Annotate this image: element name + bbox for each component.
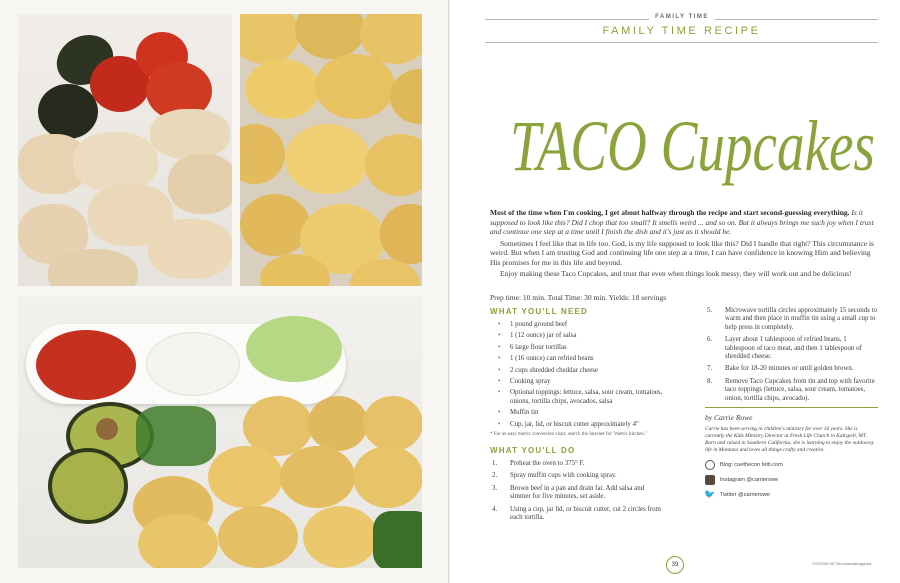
step-text: Spray muffin cups with cooking spray.	[510, 472, 617, 480]
social-instagram-label: Instagram @carrierowe	[720, 477, 779, 484]
twitter-icon: 🐦	[704, 490, 716, 501]
ingredient-item: • 2 cups shredded cheddar cheese	[496, 367, 666, 375]
metric-note: * For an easy metric conversion chart, search the Internet for "metric kitchen."	[490, 432, 648, 438]
steps-heading: WHAT YOU'LL DO	[490, 446, 576, 456]
step-item	[490, 460, 666, 468]
step-number: 3.	[492, 484, 498, 492]
recipe-meta: Prep time: 10 min. Total Time: 30 min. Yields: 18 servings	[490, 293, 667, 302]
steps-list-first	[490, 460, 666, 522]
step-item	[705, 336, 878, 361]
ingredient-item: • Muffin tin	[496, 409, 666, 417]
author-rule	[705, 407, 878, 408]
step-number: 4.	[492, 505, 498, 513]
social-instagram[interactable]	[705, 475, 878, 485]
instagram-icon	[705, 475, 715, 485]
step-text: Bake for 18-20 minutes or until golden brown.	[725, 365, 854, 373]
recipe-title	[500, 82, 880, 192]
photo-tortillas-avocados	[18, 14, 232, 286]
step-item	[490, 472, 666, 480]
photo-cheese-cups	[240, 14, 422, 286]
photo-credit: ©CROWN NS Thecrosswalkmagazine	[812, 562, 872, 566]
page-number: 39	[666, 556, 684, 574]
step-number: 5.	[707, 307, 713, 314]
step-text: Microwave tortilla circles approximately 15 seconds to warm and then place in muffin tin using a small cup to help press in completely.	[725, 307, 877, 331]
social-twitter-label: Twitter @carrierowe	[720, 492, 770, 499]
ingredient-item: • Optional toppings: lettuce, salsa, sour cream, tomatoes, onions, tortilla chips, avocados, salsa	[496, 389, 666, 406]
intro-lead: Most of the time when I'm cooking, I get about halfway through the recipe and start second-guessing everything.	[490, 208, 850, 217]
header-rule-bottom	[485, 42, 878, 43]
step-text: Remove Taco Cupcakes from tin and top with favorite taco toppings (lettuce, salsa, sour cream, tomatoes, onion, tortilla chips, avocado).	[725, 377, 875, 402]
intro-text	[490, 208, 878, 281]
column-right	[705, 307, 878, 505]
step-item	[705, 307, 878, 332]
social-blog[interactable]	[705, 460, 878, 470]
globe-icon	[705, 460, 715, 470]
step-text: Layer about 1 tablespoon of refried beans, 1 tablespoon of taco meat, and then 1 tablespoon of shredded cheese.	[725, 336, 862, 361]
step-number: 8.	[707, 377, 713, 385]
ingredient-item: • Cooking spray	[496, 378, 666, 386]
step-text: Brown beef in a pan and drain fat. Add salsa and simmer for five minutes, set aside.	[510, 484, 645, 501]
ingredient-item: • 1 (16 ounce) can refried beans	[496, 355, 666, 363]
step-number: 2.	[492, 472, 498, 480]
steps-list-second	[705, 307, 878, 403]
section-title: FAMILY TIME RECIPE	[602, 25, 761, 37]
recipe-title-text: TACO Cupcakes	[510, 106, 875, 186]
step-number: 1.	[492, 460, 498, 468]
ingredient-item: • 1 pound ground beef	[496, 321, 666, 329]
header-small-label: FAMILY TIME	[0, 14, 900, 20]
ingredients-heading: WHAT YOU'LL NEED	[490, 307, 588, 316]
step-item	[490, 506, 666, 523]
intro-p1-rest: Is it supposed to look like this? Did I chop that too small? It smells weird ... and so on. But it always brings me such joy when I trust and continue one step at a time until I finish the dish and it's just as it should be.	[490, 208, 874, 236]
social-blog-label: Blog: cuethecon fetti.com	[720, 462, 783, 469]
intro-p2: Sometimes I feel like that in life too. God, is my life supposed to look like this? Did I handle that right? This circumstance is weird. But when I am trusting God and continuing life one step at a time, I can have confidence in knowing Him and believing His promises for me in this life and beyond.	[490, 238, 874, 267]
column-left	[490, 307, 666, 527]
step-item	[705, 365, 878, 373]
author-bio: Carrie has been serving in children's ministry for over 16 years. She is currently the Kids Ministry Director at Fresh Life Church in Kalispell, MT. Born and raised in Southern California, she is learning to enjoy the outdoorsy life in Montana and loves all things crafty and creative.	[705, 426, 875, 454]
step-number: 6.	[707, 336, 713, 344]
ingredient-item: • Cup, jar, lid, or biscuit cutter approximately 4"	[496, 421, 666, 429]
step-item	[705, 378, 878, 403]
social-links	[705, 460, 878, 500]
ingredient-item: • 1 (12 ounce) jar of salsa	[496, 332, 666, 340]
social-twitter[interactable]	[705, 490, 878, 500]
author-byline: by Carrie Rowe	[705, 413, 753, 423]
step-number: 7.	[707, 365, 713, 373]
intro-p3: Enjoy making these Taco Cupcakes, and trust that even when things look messy, they will work out and be delicious!	[500, 269, 852, 278]
step-text: Using a cup, jar lid, or biscuit cutter, cut 2 circles from each tortilla.	[510, 505, 661, 522]
step-item	[490, 485, 666, 502]
photo-taco-cupcakes-toppings	[18, 296, 422, 568]
step-text: Preheat the oven to 375° F.	[510, 460, 585, 468]
ingredients-list	[490, 321, 666, 429]
ingredient-item: • 6 large flour tortillas	[496, 344, 666, 352]
